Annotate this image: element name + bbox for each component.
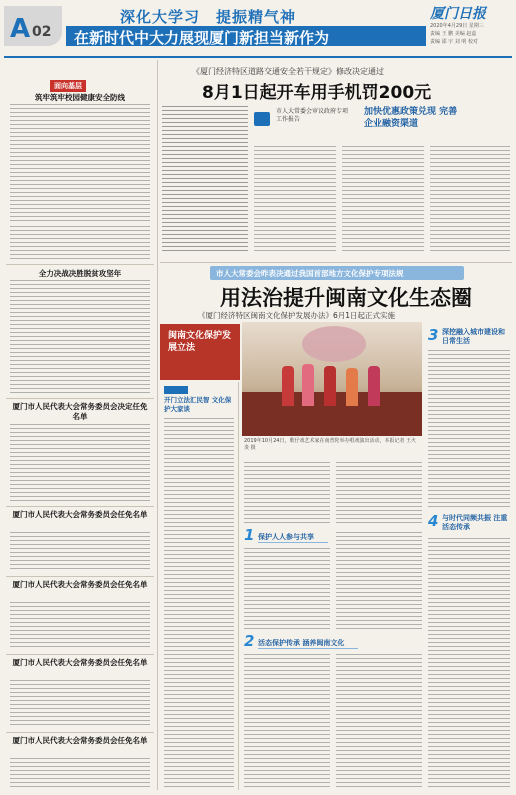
section3-body: [428, 350, 510, 510]
notice5-title: 厦门市人民代表大会常务委员会任免名单: [12, 736, 148, 745]
section2-number: 2: [244, 632, 255, 650]
section2-body-2: [336, 654, 422, 788]
slogan: 深化大学习 提振精气神: [120, 8, 297, 26]
notice3-title: 厦门市人民代表大会常务委员会任免名单: [12, 580, 148, 589]
section4-number: 4: [428, 512, 439, 530]
section-rule: [160, 262, 512, 263]
story1-title: 筑牢筑牢校园健康安全防线: [35, 93, 125, 102]
center-body-1: [244, 462, 330, 526]
section2-rule: [258, 648, 358, 649]
section3-title: 深挖融入城市建设和日常生活: [442, 328, 505, 345]
sidebar-heading: 开门立法汇民智 文化保护大家谈: [164, 396, 232, 413]
photo-tree: [302, 326, 366, 362]
divider: [6, 264, 154, 265]
page-header: [0, 0, 516, 58]
notice1-body: [10, 424, 150, 502]
performer: [302, 364, 314, 406]
section3-number: 3: [428, 326, 439, 344]
notice1-title: 厦门市人民代表大会常务委员会决定任免名单: [12, 402, 148, 421]
divider: [6, 506, 154, 507]
section1-body-1: [244, 548, 330, 630]
column-rule: [157, 60, 158, 790]
notice5-body: [10, 758, 150, 788]
label-tag: 面向基层: [50, 80, 86, 92]
story1-body-2: [10, 226, 150, 260]
notice2-body: [10, 532, 150, 572]
section2-body-1: [244, 654, 330, 788]
side-story-headline: 加快优惠政策兑现 完善企业融资渠道: [364, 107, 458, 129]
top-body-col1: [162, 106, 248, 254]
side-story-box: [254, 106, 458, 136]
feature-subtitle: 《厦门经济特区闽南文化保护发展办法》6月1日起正式实施: [198, 311, 396, 320]
sidebar-tag: [164, 386, 188, 394]
top-body-col3: [342, 146, 424, 254]
masthead: 厦门日报: [430, 6, 486, 22]
top-headline: 8月1日起开车用手机罚200元: [202, 83, 432, 103]
notice4-title: 厦门市人民代表大会常务委员会任免名单: [12, 658, 148, 667]
left-column: [6, 62, 154, 790]
photo-caption: 2019年10月24日，歌仔戏艺术家在南普陀举办唱戏演出活动，本报记者 王火炎 摄: [244, 438, 417, 451]
page-number: 02: [32, 24, 52, 40]
side-story-icon: [254, 112, 270, 126]
performer: [346, 368, 358, 406]
sidebar-body: [164, 418, 234, 788]
section4-body: [428, 538, 510, 788]
meta-line-3: 责编 邵 宇 刘 明 校对: [430, 39, 478, 45]
section2-title: 活态保护传承 涵养闽南文化: [258, 639, 345, 647]
photo-overlay-text: 闽南文化保护发展立法: [168, 331, 232, 353]
side-story-deck: 市人大常委会审议政府专项工作报告: [276, 108, 349, 123]
top-story: [162, 62, 510, 258]
section1-number: 1: [244, 526, 255, 544]
notice3-body: [10, 602, 150, 650]
section4-title: 与时代同频共振 注重活态传承: [442, 514, 508, 531]
section1-body-2: [336, 532, 422, 630]
notice4-body: [10, 680, 150, 728]
divider: [6, 654, 154, 655]
top-body-col2: [254, 146, 336, 254]
story2-title: 全力决战决胜脱贫攻坚年: [38, 269, 122, 278]
story2-body: [10, 280, 150, 394]
banner-text: 在新时代中大力展现厦门新担当新作为: [74, 29, 330, 47]
feature-section: [160, 266, 512, 792]
page-letter: A: [10, 14, 31, 44]
performer: [282, 366, 294, 406]
feature-headline: 用法治提升闽南文化生态圈: [220, 286, 472, 310]
section1-rule: [258, 542, 328, 543]
divider: [6, 732, 154, 733]
story1-body: [10, 104, 150, 222]
meta-line-2: 责编 王 鹏 美编 赵蕊: [430, 31, 477, 37]
divider: [6, 398, 154, 399]
divider: [6, 576, 154, 577]
section1-title: 保护人人参与共享: [258, 533, 314, 541]
notice2-title: 厦门市人民代表大会常务委员会任免名单: [12, 510, 148, 519]
feature-kicker: 市人大常委会昨表决通过我国首部地方文化保护专项法规: [216, 269, 404, 278]
performer: [324, 366, 336, 406]
center-body-2: [336, 462, 422, 526]
feature-photo: [242, 322, 422, 436]
header-rule: [4, 56, 512, 58]
performer: [368, 366, 380, 406]
meta-line-1: 2020年4月29日 星期三: [430, 23, 484, 29]
column-rule: [238, 382, 239, 790]
top-body-col4: [430, 146, 510, 254]
top-kicker: 《厦门经济特区道路交通安全若干规定》修改决定通过: [192, 67, 384, 76]
